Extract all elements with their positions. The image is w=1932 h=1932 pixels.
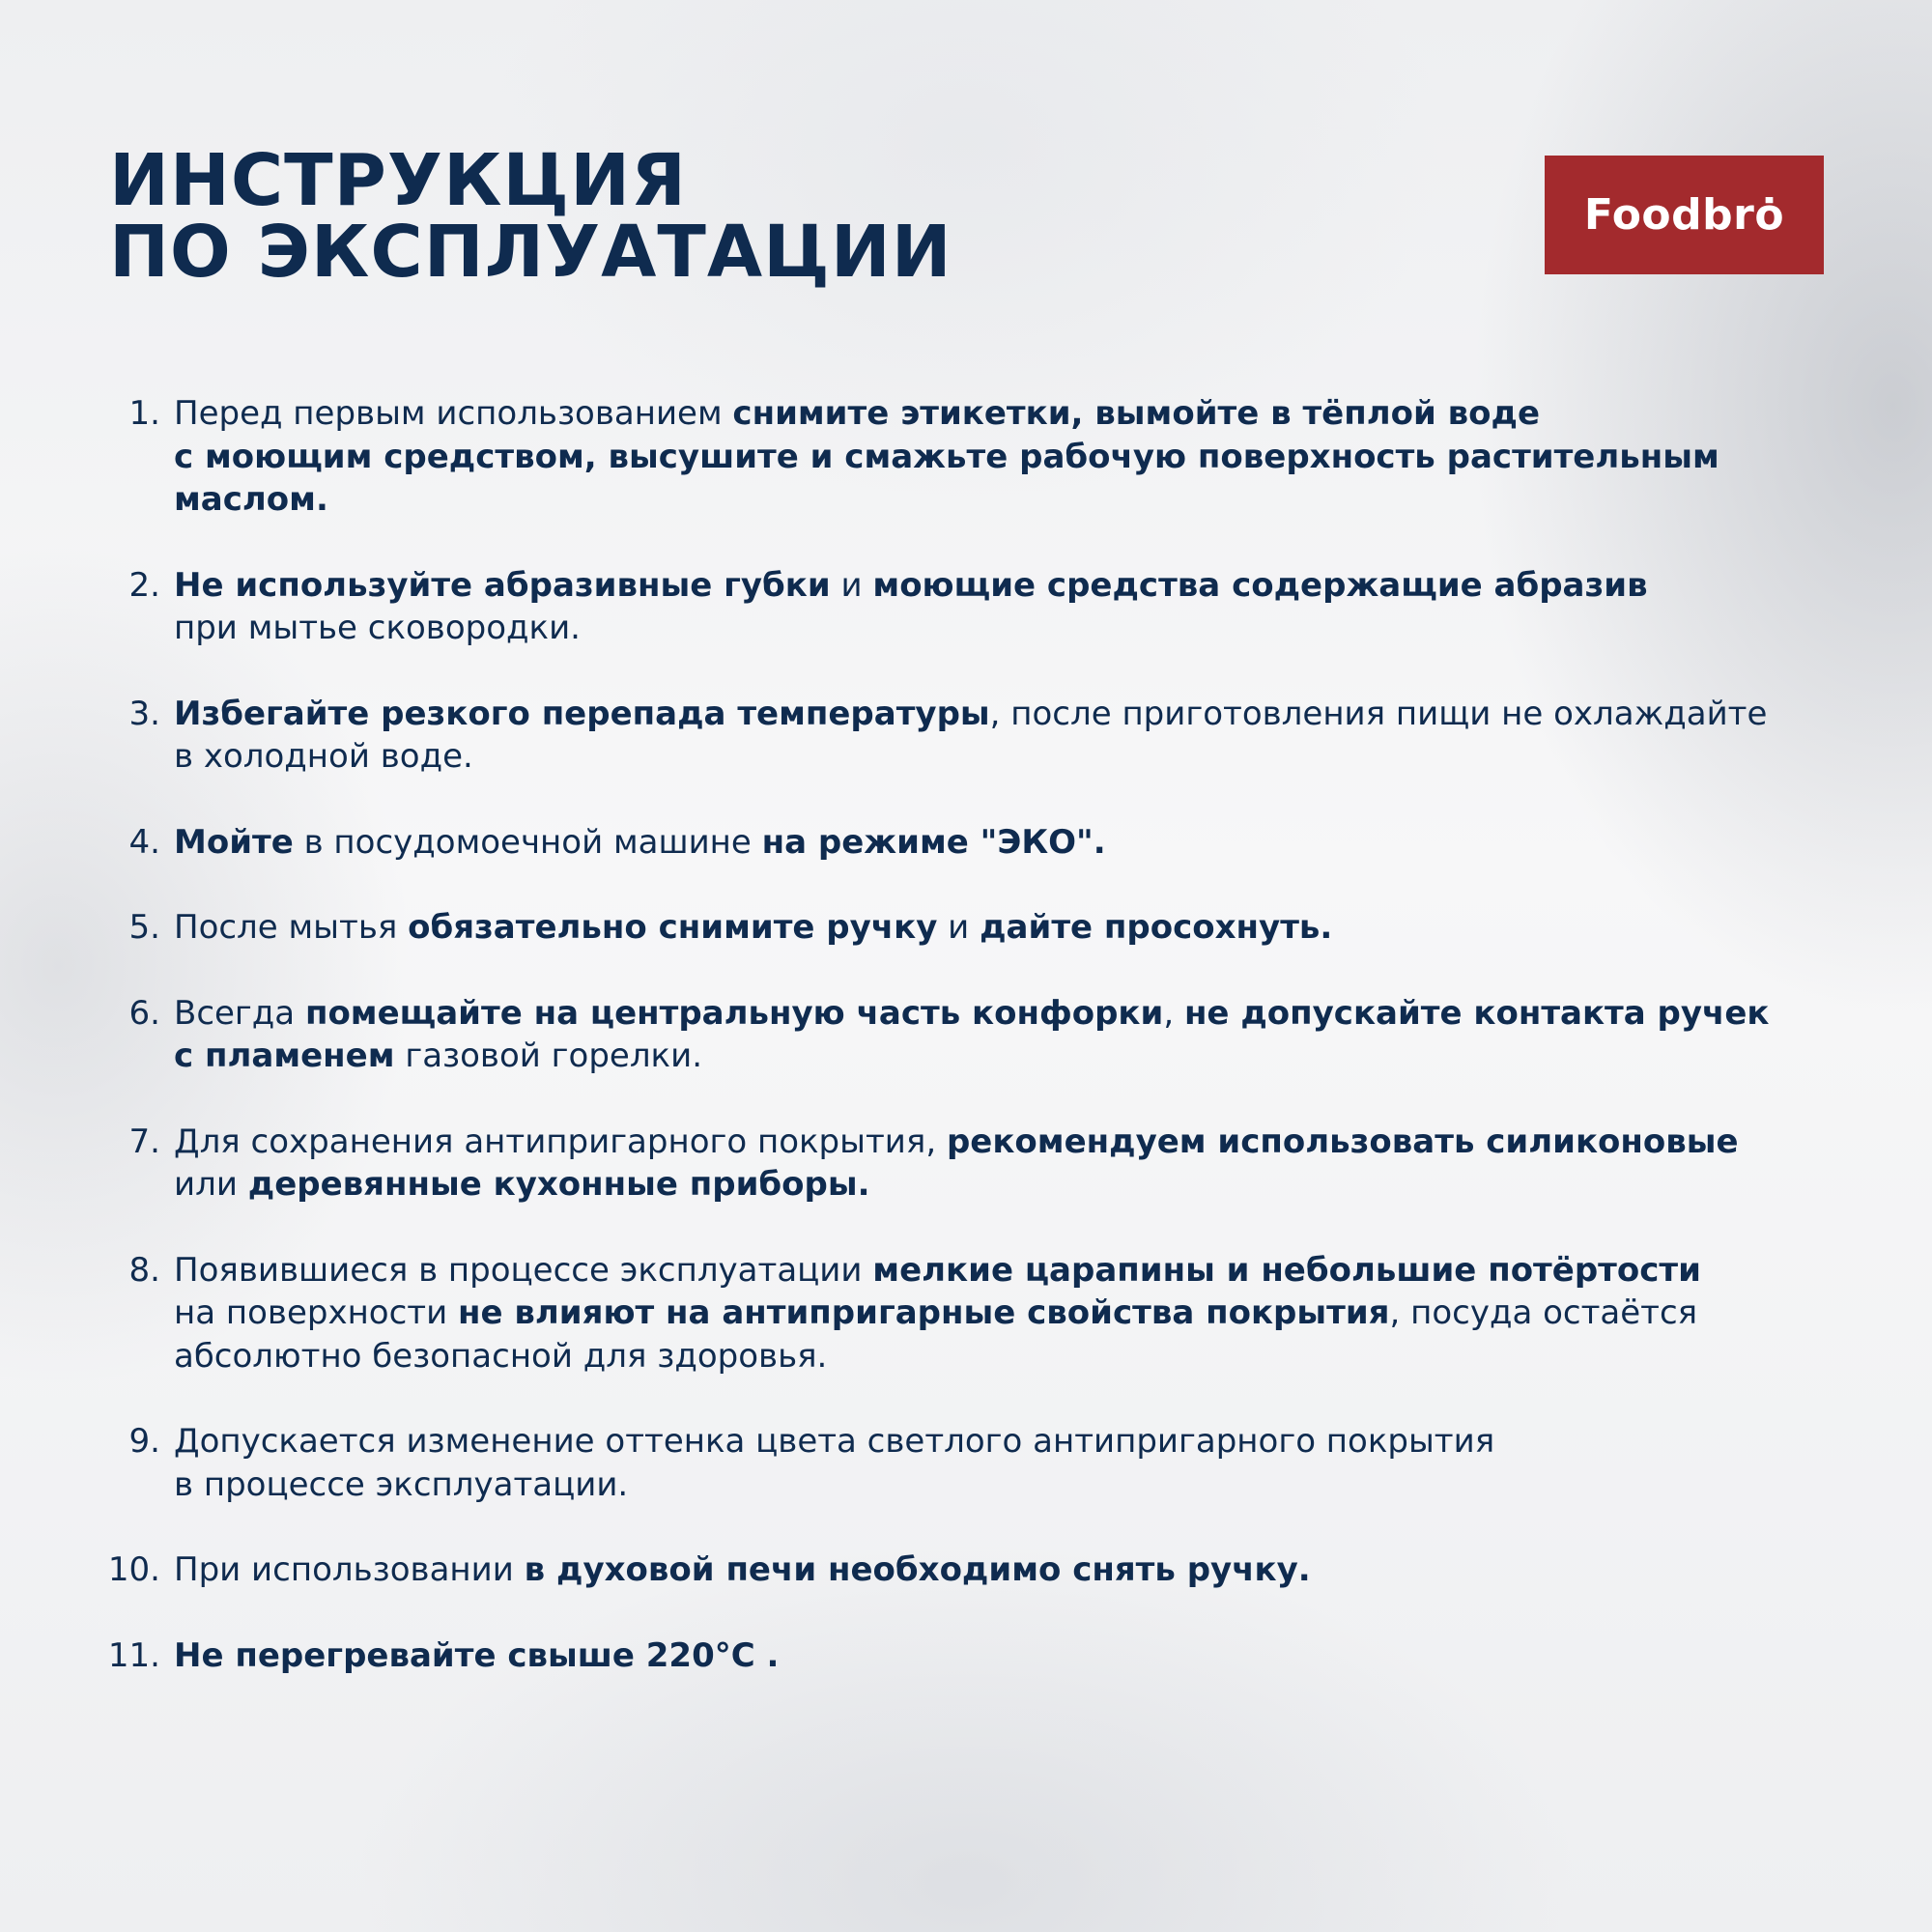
instruction-text [174,823,1106,862]
instruction-text-bold: моющие средства содержащие абразив [872,565,1648,605]
instruction-text [174,1550,1311,1589]
instruction-text [174,394,1719,519]
instruction-item [97,992,1826,1078]
instruction-text-regular: в холодной воде. [174,737,473,776]
instruction-text-bold: на режиме "ЭКО". [761,822,1106,862]
instruction-text-bold: обязательно снимите ручку [408,908,938,947]
instruction-number: 7. [128,1122,160,1161]
instruction-text-regular: абсолютно безопасной для здоровья. [174,1336,828,1376]
instruction-item [97,693,1826,779]
instruction-text-regular: , [1163,993,1184,1033]
instruction-text-bold: дайте просохнуть. [980,908,1333,947]
instruction-text-bold: мелкие царапины и небольшие потёртости [872,1250,1701,1290]
instruction-number: 2. [128,565,160,605]
instruction-item [97,564,1826,650]
instruction-text-regular: газовой горелки. [394,1037,702,1075]
title-line-2: ПО ЭКСПЛУАТАЦИИ [109,211,952,294]
instruction-text-bold: рекомендуем использовать силиконовые [946,1122,1739,1161]
instruction-text-regular: и [830,565,873,605]
instruction-number: 6. [128,993,160,1033]
instruction-text-regular: и [937,908,980,947]
instruction-number: 8. [128,1250,160,1290]
instruction-text [174,566,1648,648]
instruction-text-regular: или [174,1165,248,1204]
instruction-text-bold: не допускайте контакта ручек [1183,993,1770,1033]
instruction-text-regular: в процессе эксплуатации. [174,1464,629,1504]
instruction-text-bold: Не перегревайте свыше 220°C . [174,1635,780,1675]
instruction-text-bold: не влияют на антипригарные свойства покрытия [458,1293,1390,1332]
instruction-item [97,1548,1826,1592]
instruction-text-bold: Не используйте абразивные губки [174,565,831,605]
instruction-text-bold: с моющим средством, высушите и смажьте рабочую поверхность растительным маслом. [174,437,1719,519]
instruction-text-regular: в посудомоечной машине [293,822,762,862]
instruction-number: 5. [128,908,160,947]
instruction-text-regular: , посуда остаётся [1389,1293,1698,1332]
instruction-number: 4. [128,822,160,862]
instruction-number: 3. [128,694,160,733]
brand-logo [1545,156,1824,274]
instruction-text-bold: Избегайте резкого перепада температуры [174,694,990,733]
instruction-text-bold: Мойте [174,822,294,862]
instruction-item [97,1634,1826,1678]
instruction-text-regular: при мытье сковородки. [174,609,581,647]
instruction-item [97,1121,1826,1207]
instruction-text-regular: на поверхности [174,1293,458,1332]
instruction-text [174,908,1332,947]
instruction-list [97,392,1826,1719]
instruction-text-regular: Перед первым использованием [174,394,733,433]
instruction-text-bold: в духовой печи необходимо снять ручку. [524,1550,1311,1589]
page-title [109,139,952,294]
instruction-text-regular: Допускается изменение оттенка цвета светлого антипригарного покрытия [174,1422,1495,1461]
instruction-text-regular: При использовании [174,1550,525,1589]
instruction-text [174,994,1770,1076]
instruction-number: 11. [107,1635,160,1675]
instruction-text-bold: снимите этикетки, вымойте в тёплой воде [732,394,1541,433]
instruction-item [97,1249,1826,1378]
instruction-text-bold: деревянные кухонные приборы. [247,1165,870,1204]
instruction-text-regular: Для сохранения антипригарного покрытия, [174,1122,947,1161]
instruction-text [174,695,1767,777]
instruction-number: 1. [128,394,160,433]
instruction-text [174,1122,1739,1205]
instruction-item [97,392,1826,522]
instruction-text-regular: Появившиеся в процессе эксплуатации [174,1250,873,1290]
instruction-number: 9. [128,1422,160,1461]
instruction-text-regular: После мытья [174,908,409,947]
instruction-text-bold: с пламенем [174,1037,395,1075]
instruction-text-regular: Всегда [174,993,305,1033]
instruction-text [174,1422,1494,1504]
title-line-1: ИНСТРУКЦИЯ [109,139,687,222]
instruction-item [97,821,1826,865]
instruction-item [97,906,1826,950]
instruction-number: 10. [107,1550,160,1589]
instruction-text [174,1251,1701,1376]
brand-logo-text: Foodbrȯ [1583,190,1785,240]
instruction-text-regular: , после приготовления пищи не охлаждайте [989,694,1768,733]
instruction-item [97,1420,1826,1506]
instruction-text [174,1636,779,1675]
instruction-text-bold: помещайте на центральную часть конфорки [304,993,1164,1033]
